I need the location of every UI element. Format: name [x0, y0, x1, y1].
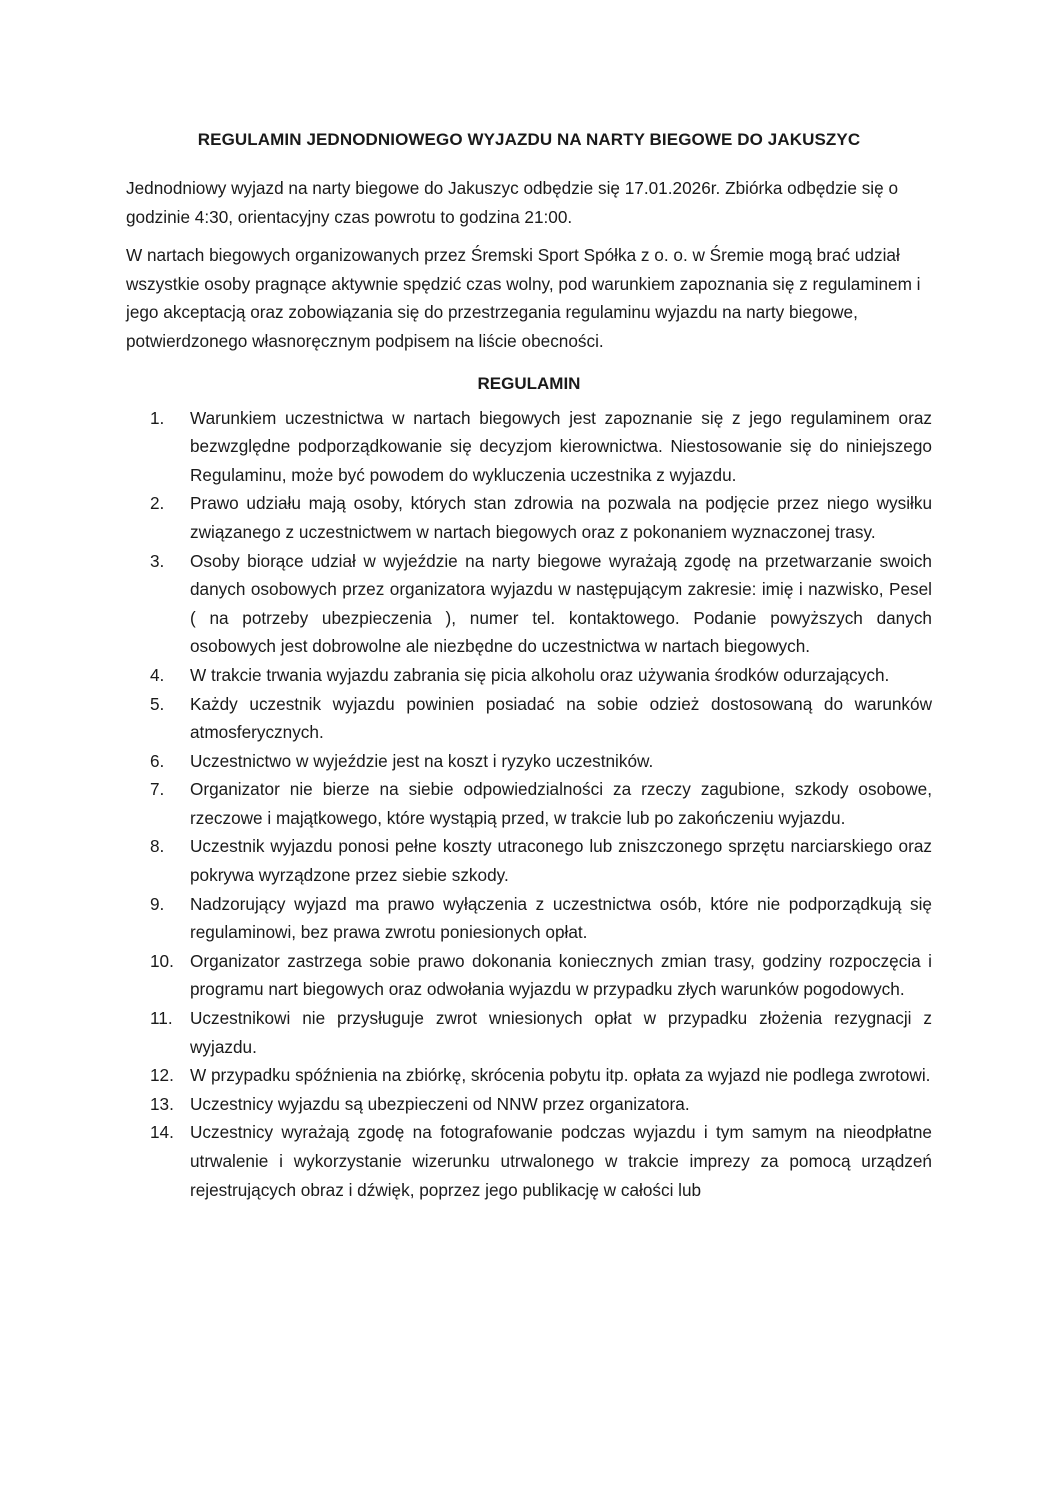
rule-number: 10. — [150, 950, 174, 971]
rule-text: Osoby biorące udział w wyjeździe na narty biegowe wyrażają zgodę na przetwarzanie swoich danych osobowych przez organizatora wyjazdu w następującym zakresie: imię i nazwisko, Pesel ( na potrzeby ubezpieczenia ), numer tel. kontaktowego. Podanie powyższych danych osobowych jest dobrowolne ale niezbędne do uczestnictwa w nartach biegowych. — [190, 550, 932, 657]
rule-text: W przypadku spóźnienia na zbiórkę, skrócenia pobytu itp. opłata za wyjazd nie podlega zwrotowi. — [190, 1065, 931, 1086]
document-title: REGULAMIN JEDNODNIOWEGO WYJAZDU NA NARTY BIEGOWE DO JAKUSZYC — [197, 130, 861, 149]
rule-item — [126, 832, 932, 889]
rule-text: Organizator zastrzega sobie prawo dokonania koniecznych zmian trasy, godziny rozpoczęcia i programu nart biegowych oraz odwołania wyjazdu w przypadku złych warunków pogodowych. — [190, 950, 932, 1000]
rule-text: Uczestnictwo w wyjeździe jest na koszt i ryzyko uczestników. — [190, 750, 654, 771]
rule-item — [126, 661, 932, 690]
rule-item — [126, 1090, 932, 1119]
rule-text: Uczestnikowi nie przysługuje zwrot wniesionych opłat w przypadku złożenia rezygnacji z wyjazdu. — [190, 1008, 932, 1057]
rule-number: 1. — [150, 407, 165, 428]
rule-item — [126, 1118, 932, 1204]
rule-item — [126, 890, 932, 947]
rule-number: 9. — [150, 893, 165, 914]
rule-item — [126, 404, 932, 490]
rule-number: 3. — [150, 550, 165, 571]
rule-number: 7. — [150, 779, 165, 800]
participation-paragraph: W nartach biegowych organizowanych przez Śremski Sport Spółka z o. o. w Śremie mogą brać udział wszystkie osoby pragnące aktywnie spędzić czas wolny, pod warunkiem zapoznania się z regulaminem i jego akceptacją oraz zobowiązania się do przestrzegania regulaminu wyjazdu na narty biegowe, potwierdzonego własnoręcznym podpisem na liście obecności. — [126, 245, 921, 351]
intro-paragraph: Jednodniowy wyjazd na narty biegowe do Jakuszyc odbędzie się 17.01.2026r. Zbiórka odbędzie się o godzinie 4:30, orientacyjny czas powrotu to godzina 21:00. — [126, 178, 899, 227]
rule-text: Uczestnik wyjazdu ponosi pełne koszty utraconego lub zniszczonego sprzętu narciarskiego oraz pokrywa wyrządzone przez siebie szkody. — [190, 836, 932, 886]
rule-text: Uczestnicy wyrażają zgodę na fotografowanie podczas wyjazdu i tym samym na nieodpłatne utrwalenie i wykorzystanie wizerunku utrwalonego w trakcie imprezy za pomocą urządzeń rejestrujących obraz i dźwięk, poprzez jego publikację w całości lub — [190, 1122, 932, 1200]
rule-number: 5. — [150, 693, 165, 714]
rule-item — [126, 775, 932, 832]
rule-text: Warunkiem uczestnictwa w nartach biegowych jest zapoznanie się z jego regulaminem oraz bezwzględne podporządkowanie się decyzjom kierownictwa. Niestosowanie się do niniejszego Regulaminu, może być powodem do wykluczenia uczestnika z wyjazdu. — [190, 407, 932, 485]
rule-text: W trakcie trwania wyjazdu zabrania się picia alkoholu oraz używania środków odurzających. — [190, 664, 890, 685]
rule-number: 13. — [150, 1093, 174, 1114]
rule-text: Uczestnicy wyjazdu są ubezpieczeni od NNW przez organizatora. — [190, 1093, 690, 1114]
rule-text: Prawo udziału mają osoby, których stan zdrowia na pozwala na podjęcie przez niego wysiłku związanego z uczestnictwem w nartach biegowych oraz z pokonaniem wyznaczonej trasy. — [190, 493, 932, 542]
rule-item — [126, 1061, 932, 1090]
rule-number: 12. — [150, 1065, 174, 1086]
regulations-heading: REGULAMIN — [477, 373, 581, 393]
rule-text: Każdy uczestnik wyjazdu powinien posiadać na sobie odzież dostosowaną do warunków atmosferycznych. — [190, 693, 932, 743]
document-content — [126, 126, 932, 1204]
rule-item — [126, 947, 932, 1004]
rule-number: 11. — [150, 1008, 173, 1029]
rule-item — [126, 547, 932, 661]
rule-text: Organizator nie bierze na siebie odpowiedzialności za rzeczy zagubione, szkody osobowe, rzeczowe i majątkowego, które wystąpią przed, w trakcie lub po zakończeniu wyjazdu. — [190, 779, 932, 828]
rules-list — [126, 404, 932, 1205]
rule-item — [126, 489, 932, 546]
rule-number: 6. — [150, 750, 165, 771]
rule-number: 4. — [150, 664, 165, 685]
rule-text: Nadzorujący wyjazd ma prawo wyłączenia z uczestnictwa osób, które nie podporządkują się regulaminowi, bez prawa zwrotu poniesionych opłat. — [190, 893, 932, 943]
rule-item — [126, 690, 932, 747]
rule-number: 8. — [150, 836, 165, 857]
rule-number: 2. — [150, 493, 165, 514]
rule-item — [126, 747, 932, 776]
rule-number: 14. — [150, 1122, 174, 1143]
rule-item — [126, 1004, 932, 1061]
